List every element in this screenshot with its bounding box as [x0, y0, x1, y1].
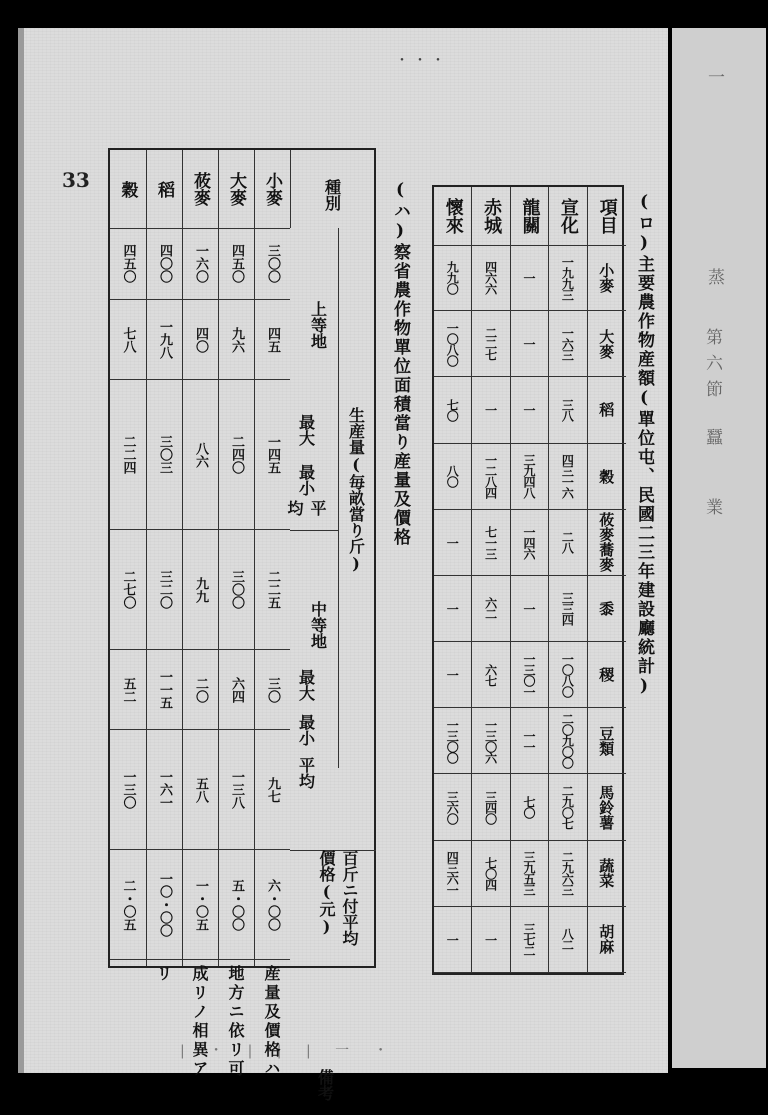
value-cell: 二八	[549, 510, 586, 576]
yield-cell: 二二四	[110, 380, 146, 530]
column-1	[549, 187, 587, 973]
edge-char: 六	[702, 354, 722, 371]
column-header: 懷來	[434, 187, 471, 246]
crop-label: 馬鈴薯	[588, 774, 626, 840]
price-header-text: 百斤ニ付平均價格(元)	[317, 850, 359, 946]
upper-header: 上等地	[308, 301, 328, 349]
crop-label: 小麥	[588, 245, 626, 311]
yield-cell: 四〇〇	[147, 228, 182, 300]
yield-cell: 三〇〇	[219, 530, 254, 650]
facing-page-edge	[672, 28, 766, 1068]
crop-column	[110, 150, 146, 966]
yield-cell: 一六〇	[183, 228, 218, 300]
page-number: 33	[62, 168, 90, 192]
edge-char: 業	[702, 498, 722, 515]
value-cell: 二二七	[472, 311, 509, 377]
crop-header: 穀	[110, 150, 146, 229]
yield-cell: 五八	[183, 730, 218, 850]
column-4	[434, 187, 472, 973]
yield-cell: 四五〇	[219, 228, 254, 300]
price-header-block	[300, 850, 376, 960]
yield-price-table	[108, 148, 376, 1101]
yield-cell: 一・〇五	[183, 850, 218, 960]
crop-column	[254, 150, 290, 966]
crop-label: 豆類	[588, 708, 626, 774]
value-cell: 一	[511, 377, 548, 443]
production-table	[432, 185, 624, 975]
value-cell: 三九五三	[511, 841, 548, 907]
value-cell: 三八	[549, 377, 586, 443]
yield-cell: 四五〇	[110, 228, 146, 300]
value-cell: 一	[434, 642, 471, 708]
yield-cell: 一九八	[147, 300, 182, 380]
page-spine	[18, 28, 24, 1073]
crop-label: 稻	[588, 377, 626, 443]
grid-line	[290, 150, 291, 228]
value-cell: 一	[472, 907, 509, 973]
column-header: 宣化	[549, 187, 586, 246]
value-cell: 一	[434, 907, 471, 973]
yield-cell: 二〇	[183, 650, 218, 730]
crop-header: 莜麥	[183, 150, 218, 229]
crop-column	[182, 150, 218, 966]
value-cell: 二〇九〇〇	[549, 708, 586, 774]
yield-cell: 八六	[183, 380, 218, 530]
remark-line: リ	[154, 965, 173, 984]
value-cell: 四三一六	[549, 444, 586, 510]
top-mark: ・・・	[395, 53, 449, 69]
middle-header: 中等地	[308, 601, 328, 649]
value-cell: 六七	[472, 642, 509, 708]
value-cell: 一四六	[511, 510, 548, 576]
crop-header: 小麥	[255, 150, 290, 229]
production-header: 生産量(毎畝當り斤)	[346, 407, 366, 573]
yield-cell: 三〇三	[147, 380, 182, 530]
value-cell: 一三〇〇	[434, 708, 471, 774]
yield-cell: 九七	[255, 730, 290, 850]
value-cell: 一一	[511, 708, 548, 774]
value-cell: 一〇八〇	[434, 311, 471, 377]
value-cell: 七一三	[472, 510, 509, 576]
value-cell: 一	[472, 377, 509, 443]
column-header: 赤城	[472, 187, 509, 246]
value-cell: 一	[511, 245, 548, 311]
crop-header: 大麥	[219, 150, 254, 229]
value-cell: 一	[434, 510, 471, 576]
value-cell: 九九〇	[434, 245, 471, 311]
value-cell: 一六三	[549, 311, 586, 377]
value-cell: 三九四八	[511, 444, 548, 510]
crop-label: 胡麻	[588, 907, 626, 973]
grid-line	[290, 530, 338, 531]
bottom-bleed-marks: | ・ | | | 一 ・	[180, 1043, 398, 1059]
crop-column	[218, 150, 254, 966]
column-header: 龍關	[511, 187, 548, 246]
edge-char: 一	[704, 68, 724, 85]
value-cell: 一三〇一	[511, 642, 548, 708]
yield-cell: 二七〇	[110, 530, 146, 650]
crop-header: 稻	[147, 150, 182, 229]
yield-cell: 四五	[255, 300, 290, 380]
section-c-title: (ハ)察省農作物單位面積當り産量及價格	[390, 180, 410, 547]
value-cell: 二九〇七	[549, 774, 586, 840]
remark-line: 地方ニ依リ可	[226, 965, 245, 1079]
crop-label: 穀	[588, 444, 626, 510]
column-3	[472, 187, 510, 973]
value-cell: 七〇	[434, 377, 471, 443]
edge-char: 節	[702, 380, 722, 397]
yield-cell: 一三〇	[110, 730, 146, 850]
section-b-title: (ロ)主要農作物産額(單位屯、民國二三年建設廳統計)	[634, 192, 654, 698]
value-cell: 一	[434, 576, 471, 642]
kind-header: 種別	[322, 179, 342, 211]
value-cell: 二九六三	[549, 841, 586, 907]
column-header: 項目	[588, 187, 626, 246]
middle-avg-label: 平均	[296, 757, 316, 789]
yield-cell: 二・〇五	[110, 850, 146, 960]
crop-label: 大麥	[588, 311, 626, 377]
yield-cell: 七八	[110, 300, 146, 380]
yield-cell: 五二	[110, 650, 146, 730]
crop-label: 黍	[588, 576, 626, 642]
crop-label: 蔬菜	[588, 841, 626, 907]
yield-cell: 六・〇〇	[255, 850, 290, 960]
upper-avg-label: 平均	[285, 500, 327, 516]
yield-cell: 一四五	[255, 380, 290, 530]
value-cell: 七〇四	[472, 841, 509, 907]
value-cell: 七〇	[511, 774, 548, 840]
value-cell: 四三六一	[434, 841, 471, 907]
yield-cell: 六四	[219, 650, 254, 730]
upper-max-label: 最大	[296, 414, 316, 446]
remarks-header: 備考	[315, 1069, 335, 1101]
yield-cell: 二二五	[255, 530, 290, 650]
value-cell: 三三四	[549, 576, 586, 642]
yield-cell: 九九	[183, 530, 218, 650]
value-cell: 三七二	[511, 907, 548, 973]
edge-char: 蠶	[702, 428, 722, 445]
remark-line: 産量及價格ハ	[262, 965, 281, 1079]
yield-cell: 一一五	[147, 650, 182, 730]
yield-cell: 一三八	[219, 730, 254, 850]
value-cell: 一	[511, 311, 548, 377]
crop-label: 稷	[588, 642, 626, 708]
value-cell: 八〇	[434, 444, 471, 510]
middle-max-label: 最大	[296, 669, 316, 701]
value-cell: 三六〇	[434, 774, 471, 840]
yield-cell: 一〇・〇〇	[147, 850, 182, 960]
value-cell: 四六六	[472, 245, 509, 311]
remark-line: 成リノ相異ア	[190, 965, 209, 1079]
value-cell: 六二	[472, 576, 509, 642]
value-cell: 一三〇六	[472, 708, 509, 774]
middle-min-label: 最小	[296, 714, 316, 746]
value-cell: 八二	[549, 907, 586, 973]
yield-cell: 二四〇	[219, 380, 254, 530]
value-cell: 一	[511, 576, 548, 642]
yield-cell: 一六一	[147, 730, 182, 850]
edge-char: 蒸	[704, 268, 724, 285]
grid-line	[338, 228, 339, 768]
yield-cell: 四〇	[183, 300, 218, 380]
column-0	[588, 187, 626, 973]
yield-cell: 三二〇	[147, 530, 182, 650]
value-cell: 一〇八〇	[549, 642, 586, 708]
yield-cell: 五・〇〇	[219, 850, 254, 960]
crop-label: 莜麥蕎麥	[588, 510, 626, 576]
value-cell: 一九九三	[549, 245, 586, 311]
edge-char: 第	[702, 328, 722, 345]
yield-cell: 九六	[219, 300, 254, 380]
value-cell: 一二八四	[472, 444, 509, 510]
upper-min-label: 最小	[296, 464, 316, 496]
yield-cell: 三〇	[255, 650, 290, 730]
yield-cell: 三〇〇	[255, 228, 290, 300]
column-2	[511, 187, 549, 973]
value-cell: 三四〇	[472, 774, 509, 840]
crop-column	[146, 150, 182, 966]
